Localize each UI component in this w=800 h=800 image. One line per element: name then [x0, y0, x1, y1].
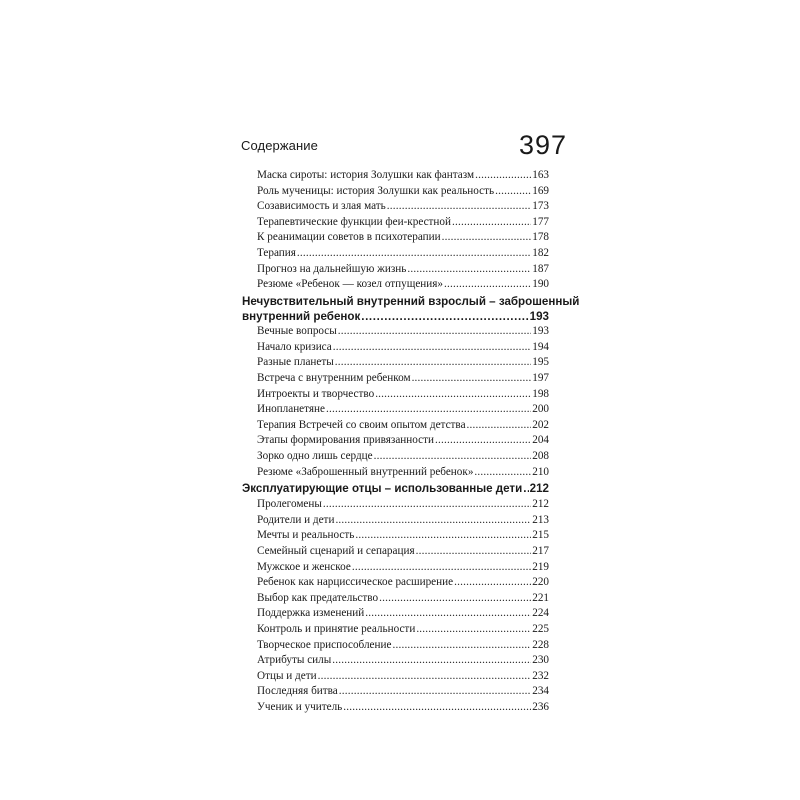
toc-entry-page: 190	[532, 278, 549, 291]
toc-entry	[242, 324, 549, 340]
toc-entry-page: 234	[532, 685, 549, 698]
toc-entry-page: 182	[532, 246, 549, 259]
chapter-title-line2-row	[242, 309, 549, 324]
dot-leader	[333, 340, 531, 356]
dot-leader	[435, 433, 531, 449]
toc-entry-title: Мечты и реальность	[257, 529, 355, 542]
toc-entry-title: Маска сироты: история Золушки как фантазм	[257, 169, 475, 181]
toc-entry-page: 232	[532, 669, 549, 682]
toc-entry-page: 198	[532, 387, 549, 400]
toc-entry	[242, 465, 549, 481]
dot-leader	[454, 575, 531, 591]
toc-entry-page: 197	[532, 371, 549, 384]
toc-entry	[242, 700, 549, 716]
toc-entry	[242, 528, 549, 544]
dot-leader	[297, 246, 531, 262]
toc-entry	[242, 575, 549, 591]
dot-leader	[412, 371, 532, 387]
toc-entry-page: 228	[532, 638, 549, 651]
toc-entry	[242, 387, 549, 403]
toc-entry	[242, 371, 549, 387]
toc-entry-page: 225	[532, 623, 549, 636]
dot-leader	[375, 387, 531, 403]
page-title: Содержание	[241, 138, 318, 153]
toc-entry	[242, 606, 549, 622]
toc-entry-page: 212	[532, 498, 549, 511]
chapter-page: 212	[529, 482, 549, 496]
toc-section-3	[242, 497, 549, 715]
table-of-contents	[242, 168, 580, 716]
toc-entry-page: 163	[532, 169, 549, 181]
toc-entry	[242, 340, 549, 356]
dot-leader	[326, 402, 531, 418]
dot-leader	[444, 277, 531, 293]
toc-entry-title: Отцы и дети	[257, 669, 317, 682]
toc-entry-title: Инопланетяне	[257, 403, 325, 416]
toc-entry-page: 202	[532, 418, 549, 431]
toc-entry	[242, 513, 549, 529]
toc-entry-page: 177	[532, 215, 549, 228]
toc-entry	[242, 433, 549, 449]
toc-entry-title: Терапия Встречей со своим опытом детства	[257, 418, 466, 431]
toc-entry	[242, 230, 549, 246]
dot-leader	[339, 684, 531, 700]
toc-chapter-heading	[242, 294, 580, 324]
dot-leader	[442, 230, 532, 246]
toc-entry-title: Прогноз на дальнейшую жизнь	[257, 262, 407, 275]
toc-entry-page: 208	[532, 449, 549, 462]
toc-entry	[242, 669, 549, 685]
toc-entry-title: Этапы формирования привязанности	[257, 434, 434, 447]
toc-entry-title: Терапевтические функции феи-крестной	[257, 215, 452, 228]
toc-entry	[242, 199, 549, 215]
toc-section-1	[242, 168, 549, 293]
dot-leader	[379, 591, 531, 607]
toc-entry	[242, 355, 549, 371]
toc-entry	[242, 418, 549, 434]
toc-entry-page: 221	[532, 591, 549, 604]
toc-entry-page: 195	[532, 356, 549, 369]
toc-entry-page: 220	[532, 576, 549, 589]
dot-leader	[352, 560, 531, 576]
dot-leader	[452, 215, 531, 231]
toc-entry	[242, 544, 549, 560]
dot-leader	[355, 528, 531, 544]
dot-leader	[474, 465, 531, 481]
dot-leader	[523, 481, 528, 496]
toc-section-2	[242, 324, 549, 480]
toc-entry-page: 219	[532, 560, 549, 573]
toc-entry	[242, 497, 549, 513]
toc-entry-title: Мужское и женское	[257, 560, 351, 573]
toc-entry-title: Родители и дети	[257, 513, 335, 526]
toc-entry-title: Творческое приспособление	[257, 638, 392, 651]
toc-entry-title: Зорко одно лишь сердце	[257, 449, 373, 462]
toc-entry	[242, 262, 549, 278]
toc-entry-title: Разные планеты	[257, 356, 334, 369]
toc-entry-title: Последняя битва	[257, 685, 338, 698]
toc-entry-title: Семейный сценарий и сепарация	[257, 545, 415, 558]
chapter-page: 193	[529, 309, 549, 323]
toc-entry	[242, 653, 549, 669]
dot-leader	[416, 544, 532, 560]
toc-chapter-heading	[242, 481, 549, 496]
page-number: 397	[518, 130, 567, 160]
toc-entry-page: 187	[532, 262, 549, 275]
toc-entry-page: 169	[532, 184, 549, 197]
toc-entry-title: Атрибуты силы	[257, 654, 332, 667]
toc-entry-title: К реанимации советов в психотерапии	[257, 231, 441, 244]
toc-entry-page: 200	[532, 403, 549, 416]
toc-entry-page: 236	[532, 701, 549, 714]
toc-entry	[242, 184, 549, 200]
toc-entry	[242, 168, 549, 184]
chapter-title-line1: Нечувствительный внутренний взрослый – заброшенный	[242, 294, 580, 308]
toc-entry-title: Начало кризиса	[257, 340, 332, 353]
toc-entry	[242, 449, 549, 465]
dot-leader	[387, 199, 531, 215]
dot-leader	[475, 168, 531, 184]
toc-entry-page: 173	[532, 200, 549, 213]
dot-leader	[323, 497, 531, 513]
toc-entry-title: Резюме «Ребенок — козел отпущения»	[257, 278, 444, 291]
chapter-title-row	[242, 481, 549, 496]
toc-entry-title: Резюме «Заброшенный внутренний ребенок»	[257, 465, 474, 478]
toc-entry-title: Ребенок как нарциссическое расширение	[257, 576, 454, 589]
dot-leader	[467, 418, 532, 434]
toc-entry	[242, 402, 549, 418]
dot-leader	[392, 638, 531, 654]
toc-entry	[242, 215, 549, 231]
dot-leader	[416, 622, 531, 638]
dot-leader	[361, 309, 528, 324]
dot-leader	[407, 262, 531, 278]
toc-entry-page: 178	[532, 231, 549, 244]
toc-entry-title: Поддержка изменений	[257, 607, 365, 620]
toc-entry-title: Пролегомены	[257, 498, 322, 511]
chapter-title-line2: внутренний ребенок	[242, 309, 361, 323]
toc-entry-title: Интроекты и творчество	[257, 387, 375, 400]
toc-entry-title: Созависимость и злая мать	[257, 200, 386, 213]
toc-entry-page: 230	[532, 654, 549, 667]
dot-leader	[318, 669, 532, 685]
toc-entry-page: 210	[532, 465, 549, 478]
toc-entry	[242, 560, 549, 576]
toc-entry-page: 204	[532, 434, 549, 447]
toc-entry-page: 217	[532, 545, 549, 558]
chapter-title: Эксплуатирующие отцы – использованные дети	[242, 482, 523, 496]
dot-leader	[495, 184, 531, 200]
dot-leader	[365, 606, 531, 622]
toc-entry-page: 213	[532, 513, 549, 526]
toc-entry-page: 224	[532, 607, 549, 620]
toc-entry	[242, 638, 549, 654]
toc-entry-title: Выбор как предательство	[257, 591, 379, 604]
toc-entry	[242, 684, 549, 700]
toc-entry-title: Ученик и учитель	[257, 701, 343, 714]
dot-leader	[338, 324, 531, 340]
toc-entry-title: Контроль и принятие реальности	[257, 623, 416, 636]
toc-entry	[242, 591, 549, 607]
toc-entry-page: 194	[532, 340, 549, 353]
dot-leader	[374, 449, 532, 465]
toc-entry	[242, 622, 549, 638]
toc-entry-title: Терапия	[257, 246, 296, 259]
toc-entry-page: 193	[532, 325, 549, 338]
toc-entry	[242, 246, 549, 262]
dot-leader	[332, 653, 531, 669]
toc-entry-page: 215	[532, 529, 549, 542]
dot-leader	[335, 355, 531, 371]
toc-entry-title: Роль мученицы: история Золушки как реальность	[257, 184, 495, 197]
dot-leader	[335, 513, 531, 529]
toc-entry	[242, 277, 549, 293]
dot-leader	[343, 700, 531, 716]
toc-entry-title: Встреча с внутренним ребенком	[257, 371, 411, 384]
toc-entry-title: Вечные вопросы	[257, 325, 337, 338]
